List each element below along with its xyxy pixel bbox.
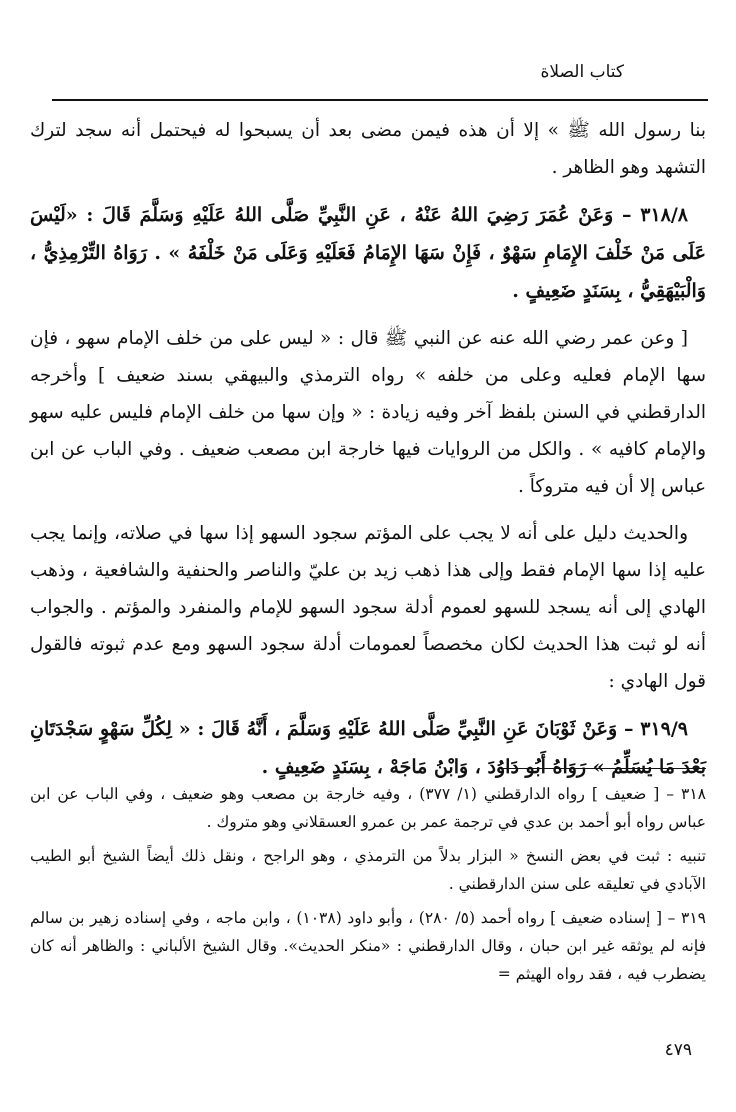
hadith-319: ٣١٩/٩ – وَعَنْ ثَوْبَانَ عَنِ النَّبِيِّ صَلَّى اللهُ عَلَيْهِ وَسَلَّمَ ، أَنَّهُ قَالَ : « لِكُلِّ سَهْوٍ سَجْدَتَانِ بَعْدَ مَا يُسَلِّمُ » رَوَاهُ أَبُو دَاوُدَ ، وَابْنُ مَاجَهْ ، بِسَنَدٍ ضَعِيفٍ . bbox=[30, 718, 706, 778]
commentary-paragraph: بنا رسول الله ﷺ » إلا أن هذه فيمن مضى بعد أن يسبحوا له فيحتمل أنه سجد لترك التشهد وهو الظاهر . bbox=[30, 120, 706, 178]
footnote-rule bbox=[500, 768, 706, 769]
footnotes bbox=[30, 780, 706, 994]
page-number: ٤٧٩ bbox=[664, 1040, 692, 1060]
commentary-paragraph: [ وعن عمر رضي الله عنه عن النبي ﷺ قال : « ليس على من خلف الإمام سهو ، فإن سها الإمام فعليه وعلى من خلفه » رواه الترمذي والبيهقي بسند ضعيف ] وأخرجه الدارقطني في السنن بلفظ آخر وفيه زيادة : « وإن سها من خلف الإمام فليس عليه سهو والإمام كافيه » . والكل من الروايات فيها خارجة ابن مصعب ضعيف . وفي الباب عن ابن عباس إلا أن فيه متروكاً . bbox=[30, 328, 706, 497]
footnote-319: ٣١٩ – [ إسناده ضعيف ] رواه أحمد (٥/ ٢٨٠) ، وأبو داود (١٠٣٨) ، وابن ماجه ، وفي إسناده زهير بن سالم فإنه لم يوثقه غير ابن حبان ، وقال الدارقطني : «منكر الحديث». وقال الشيخ الألباني : والظاهر أنه كان يضطرب فيه ، فقد رواه الهيثم = bbox=[30, 909, 706, 983]
commentary-paragraph: والحديث دليل على أنه لا يجب على المؤتم سجود السهو إذا سها في صلاته، وإنما يجب عليه إذا سها الإمام فقط وإلى هذا ذهب زيد بن عليّ والناصر والحنفية والشافعية ، وذهب الهادي إلى أنه يسجد للسهو لعموم أدلة سجود السهو للإمام والمنفرد والمؤتم . والجواب أنه لو ثبت هذا الحديث لكان مخصصاً لعمومات أدلة سجود السهو ومع عدم ثبوته فالقول قول الهادي : bbox=[30, 523, 706, 692]
main-text bbox=[30, 112, 706, 790]
hadith-318: ٣١٨/٨ – وَعَنْ عُمَرَ رَضِيَ اللهُ عَنْهُ ، عَنِ النَّبِيِّ صَلَّى اللهُ عَلَيْهِ وَسَلَّمَ قَالَ : «لَيْسَ عَلَى مَنْ خَلْفَ الإِمَامِ سَهْوٌ ، فَإِنْ سَهَا الإِمَامُ فَعَلَيْهِ وَعَلَى مَنْ خَلْفَهُ » . رَوَاهُ التِّرْمِذِيُّ ، وَالْبَيْهَقِيُّ ، بِسَنَدٍ ضَعِيفٍ . bbox=[30, 204, 706, 302]
header-rule bbox=[52, 99, 708, 101]
running-head: كتاب الصلاة bbox=[540, 62, 624, 82]
footnote-note: تنبيه : ثبت في بعض النسخ « البزار بدلاً من الترمذي ، وهو الراجح ، ونقل ذلك أيضاً الشيخ أبو الطيب الآبادي في تعليقه على سنن الدارقطني . bbox=[30, 847, 706, 893]
footnote-318: ٣١٨ – [ ضعيف ] رواه الدارقطني (١/ ٣٧٧) ، وفيه خارجة بن مصعب وهو ضعيف ، وفي الباب عن ابن عباس رواه أبو أحمد بن عدي في ترجمة عمر بن عمرو العسقلاني وهو متروك . bbox=[30, 785, 706, 831]
